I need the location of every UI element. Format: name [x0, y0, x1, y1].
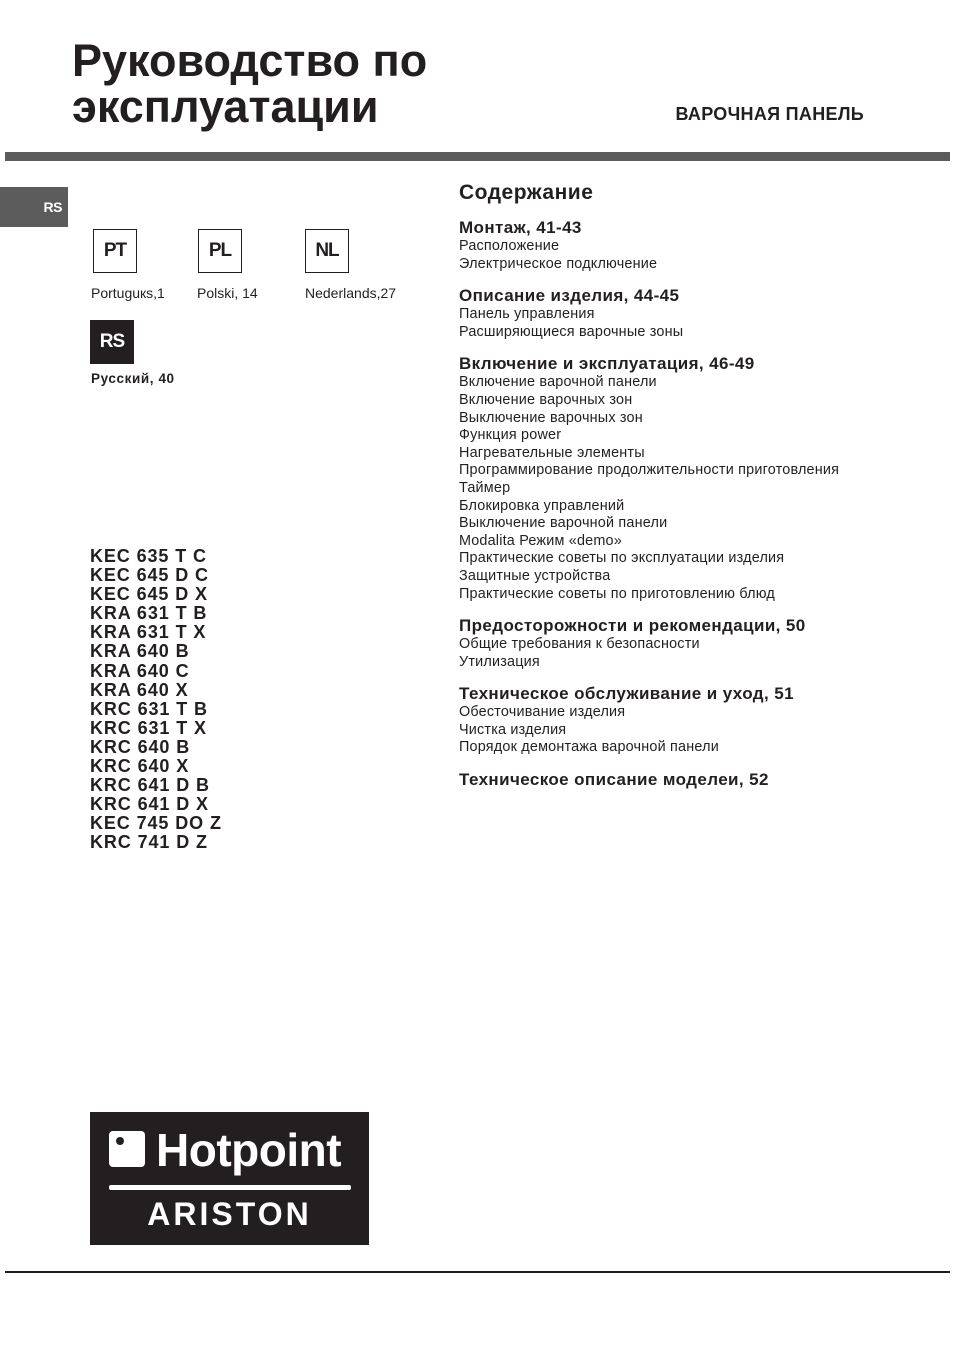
toc-item[interactable]: Электрическое подключение: [459, 255, 658, 272]
model-item: KEC 745 DO Z: [90, 813, 222, 834]
toc-item[interactable]: Порядок демонтажа варочной панели: [459, 739, 719, 756]
header-rule: [5, 152, 950, 161]
model-item: KRC 640 B: [90, 736, 191, 757]
model-item: KRC 741 D Z: [90, 832, 208, 853]
language-side-tab: RS: [0, 187, 68, 227]
toc-item[interactable]: Расположение: [459, 238, 560, 254]
model-item: KEC 645 D C: [90, 565, 209, 586]
language-label: Polski, 14: [197, 285, 258, 301]
language-label: Русский, 40: [91, 371, 175, 386]
language-code-box: NL: [305, 229, 349, 273]
model-item: KRC 641 D B: [90, 775, 210, 796]
model-item: KEC 645 D X: [90, 584, 208, 605]
toc-section-maintenance: [459, 684, 919, 757]
logo-divider: [109, 1185, 351, 1190]
model-list: [90, 547, 222, 853]
toc-item[interactable]: Обесточивание изделия: [459, 704, 626, 721]
language-code-box: PT: [93, 229, 137, 273]
toc-item[interactable]: Практические советы по приготовлению блюд: [459, 585, 776, 602]
language-nl[interactable]: [305, 229, 396, 301]
language-pl[interactable]: [198, 229, 258, 301]
footer-rule: [5, 1271, 950, 1273]
model-item: KRA 640 C: [90, 660, 190, 681]
logo-sub-text: ARISTON: [147, 1196, 312, 1232]
toc-section-operation: [459, 354, 919, 603]
toc-heading[interactable]: Монтаж, 41-43: [459, 218, 582, 237]
toc-item[interactable]: Утилизация: [459, 653, 540, 670]
language-code-box-active: RS: [90, 320, 134, 364]
document-title: Руководство по эксплуатации: [72, 35, 428, 132]
toc-heading[interactable]: Техническое обслуживание и уход, 51: [459, 684, 794, 704]
toc-item[interactable]: Защитные устройства: [459, 567, 611, 584]
model-item: KRC 631 T B: [90, 698, 208, 719]
model-item: KRA 631 T X: [90, 622, 207, 643]
toc-item[interactable]: Таймер: [459, 479, 511, 496]
model-item: KRC 631 T X: [90, 717, 207, 738]
language-rs[interactable]: [90, 320, 175, 386]
hotpoint-ariston-logo: [90, 1112, 369, 1245]
toc-section-precautions: [459, 616, 919, 671]
toc-title: Содержание: [459, 181, 594, 204]
toc-item[interactable]: Выключение варочной панели: [459, 515, 668, 532]
language-label: Nederlands,27: [305, 285, 397, 301]
model-item: KRA 640 X: [90, 679, 189, 700]
toc-item[interactable]: Общие требования к безопасности: [459, 636, 700, 653]
toc-item[interactable]: Modalita Режим «demo»: [459, 532, 622, 549]
toc-section-description: [459, 286, 919, 341]
table-of-contents: [459, 181, 919, 803]
toc-item[interactable]: Включение варочной панели: [459, 374, 657, 391]
toc-heading[interactable]: Описание изделия, 44-45: [459, 286, 680, 306]
model-item: KRC 641 D X: [90, 794, 209, 815]
toc-heading[interactable]: Техническое описание моделеи, 52: [459, 770, 769, 790]
toc-item[interactable]: Расширяющиеся варочные зоны: [459, 323, 684, 340]
logo-mark-icon: [109, 1131, 145, 1167]
toc-heading[interactable]: Предосторожности и рекомендации, 50: [459, 616, 806, 636]
model-item: KEC 635 T C: [90, 546, 207, 566]
document-subtitle: ВАРОЧНАЯ ПАНЕЛЬ: [675, 104, 864, 124]
toc-section-specs: [459, 770, 919, 790]
toc-item[interactable]: Выключение варочных зон: [459, 409, 643, 426]
toc-item[interactable]: Панель управления: [459, 306, 595, 323]
language-code-box: PL: [198, 229, 242, 273]
toc-heading[interactable]: Включение и эксплуатация, 46-49: [459, 354, 755, 374]
toc-item[interactable]: Практические советы по эксплуатации изделия: [459, 550, 785, 567]
language-label: Portuguкs,1: [91, 285, 165, 301]
model-item: KRC 640 X: [90, 756, 190, 777]
language-pt[interactable]: [93, 229, 165, 301]
model-item: KRA 640 B: [90, 641, 190, 662]
toc-section-installation: [459, 218, 919, 273]
toc-item[interactable]: Программирование продолжительности приготовления: [459, 462, 840, 479]
model-item: KRA 631 T B: [90, 603, 208, 624]
toc-item[interactable]: Чистка изделия: [459, 721, 567, 738]
logo-brand-text: Hotpoint: [156, 1124, 342, 1176]
toc-item[interactable]: Блокировка управлений: [459, 497, 625, 514]
toc-item[interactable]: Функция power: [459, 427, 562, 444]
toc-item[interactable]: Включение варочных зон: [459, 391, 633, 408]
toc-item[interactable]: Нагревательные элементы: [459, 444, 645, 461]
